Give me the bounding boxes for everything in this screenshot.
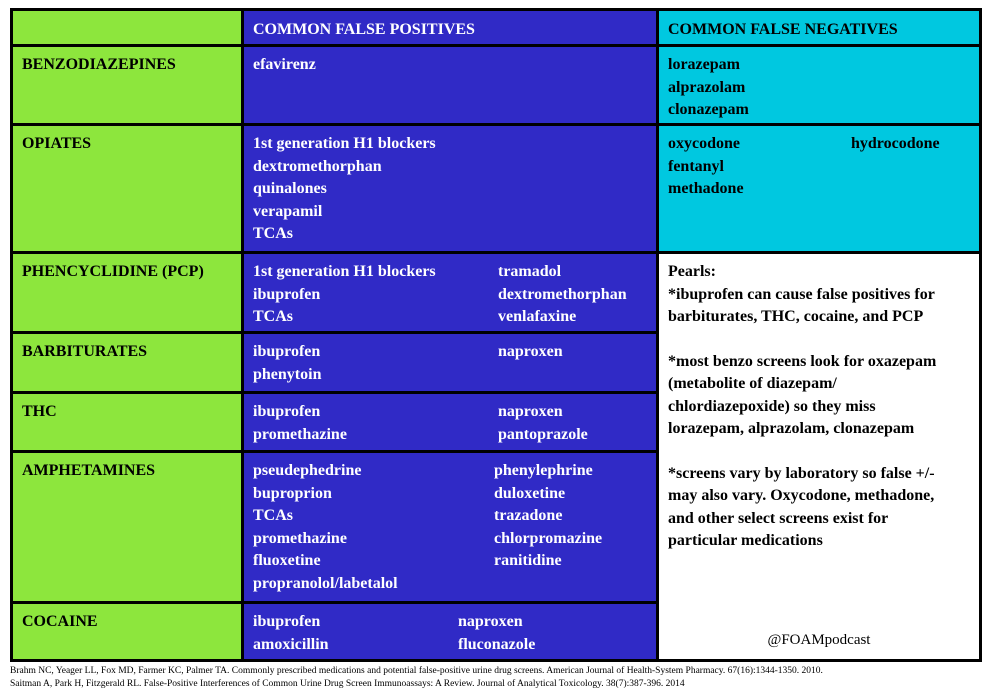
list-item: tramadol: [498, 263, 562, 280]
reference-line: Brahm NC, Yeager LL, Fox MD, Farmer KC, Palmer TA. Commonly prescribed medications and potential false-positive urine drug screens. American Journal of Health-System Pharmacy. 67(16):1344-1350. 2010.: [10, 666, 823, 676]
list-item: fluoxetine: [253, 552, 321, 569]
list-item: ibuprofen: [253, 343, 321, 360]
pearl-line: may also vary. Oxycodone, methadone,: [668, 487, 935, 504]
pearl-line: lorazepam, alprazolam, clonazepam: [668, 420, 915, 437]
pearl-line: and other select screens exist for: [668, 509, 889, 527]
pearl-line: chlordiazepoxide) so they miss: [668, 397, 876, 415]
positives-opiates: [244, 126, 656, 251]
drug-class-barbiturates: BARBITURATES: [13, 334, 241, 391]
list-item: quinalones: [253, 180, 327, 197]
pearl-line: *ibuprofen can cause false positives for: [668, 285, 935, 303]
list-item: venlafaxine: [498, 308, 577, 325]
list-item: TCAs: [253, 308, 294, 325]
list-item: fluconazole: [458, 635, 536, 653]
positives-thc: [244, 394, 656, 450]
references: [10, 665, 985, 691]
pearl-line: *most benzo screens look for oxazepam: [668, 352, 937, 370]
list-item: verapamil: [253, 202, 323, 220]
list-item: ibuprofen: [253, 403, 321, 420]
header-false-negatives: [659, 11, 979, 44]
list-item: chlorpromazine: [494, 529, 603, 547]
negatives-opiates: [659, 126, 979, 251]
list-item: promethazine: [253, 425, 347, 443]
list-item: clonazepam: [668, 101, 749, 118]
header-false-positives: [244, 11, 656, 44]
list-item: 1st generation H1 blockers: [253, 135, 436, 152]
list-item: efavirenz: [253, 56, 316, 73]
list-item: amoxicillin: [253, 635, 329, 653]
twitter-handle: @FOAMpodcast: [767, 631, 871, 648]
header-empty-cell: [13, 11, 241, 44]
list-item: pantoprazole: [498, 425, 588, 443]
list-item: fentanyl: [668, 157, 724, 175]
drug-class-opiates: OPIATES: [13, 126, 241, 251]
list-item: lorazepam: [668, 56, 740, 73]
list-item: naproxen: [458, 613, 523, 630]
pearls-panel: [659, 254, 979, 659]
list-item: dextromethorphan: [253, 157, 382, 175]
positives-amphetamines: [244, 453, 656, 601]
list-item: pseudephedrine: [253, 462, 362, 479]
list-item: ranitidine: [494, 552, 562, 569]
pearl-line: particular medications: [668, 532, 823, 549]
list-item: phenytoin: [253, 365, 322, 383]
list-item: trazadone: [494, 507, 563, 524]
pearl-line: barbiturates, THC, cocaine, and PCP: [668, 308, 924, 325]
drug-class-cocaine: COCAINE: [13, 604, 241, 659]
positives-benzodiazepines: [244, 47, 656, 123]
drug-class-pcp: PHENCYCLIDINE (PCP): [13, 254, 241, 331]
drug-class-benzodiazepines: BENZODIAZEPINES: [13, 47, 241, 123]
list-item: oxycodone: [668, 135, 740, 152]
list-item: ibuprofen: [253, 613, 321, 630]
list-item: methadone: [668, 180, 744, 197]
list-item: dextromethorphan: [498, 285, 627, 303]
list-item: alprazolam: [668, 78, 746, 96]
drug-class-thc: THC: [13, 394, 241, 450]
false-results-table: [10, 8, 982, 662]
drug-class-amphetamines: AMPHETAMINES: [13, 453, 241, 601]
reference-line: Saitman A, Park H, Fitzgerald RL. False-Positive Interferences of Common Urine Drug Screen Immunoassays: A Review. Journal of Analytical Toxicology. 38(7):387-396. 2014: [10, 679, 685, 689]
list-item: 1st generation H1 blockers: [253, 263, 436, 280]
list-item: TCAs: [253, 507, 294, 524]
pearls-title: Pearls:: [668, 263, 716, 280]
header-negatives-label: COMMON FALSE NEGATIVES: [668, 21, 898, 38]
pearl-line: *screens vary by laboratory so false +/-: [668, 464, 935, 482]
list-item: naproxen: [498, 403, 563, 420]
list-item: propranolol/labetalol: [253, 574, 398, 592]
list-item: naproxen: [498, 343, 563, 360]
list-item: buproprion: [253, 484, 332, 502]
negatives-benzodiazepines: [659, 47, 979, 123]
list-item: phenylephrine: [494, 462, 593, 479]
list-item: duloxetine: [494, 484, 566, 502]
header-positives-label: COMMON FALSE POSITIVES: [253, 21, 475, 38]
list-item: ibuprofen: [253, 285, 321, 303]
pearl-line: (metabolite of diazepam/: [668, 375, 837, 392]
positives-cocaine: [244, 604, 656, 659]
positives-barbiturates: [244, 334, 656, 391]
list-item: promethazine: [253, 529, 347, 547]
positives-pcp: [244, 254, 656, 331]
list-item: TCAs: [253, 225, 294, 242]
list-item: hydrocodone: [851, 135, 940, 152]
